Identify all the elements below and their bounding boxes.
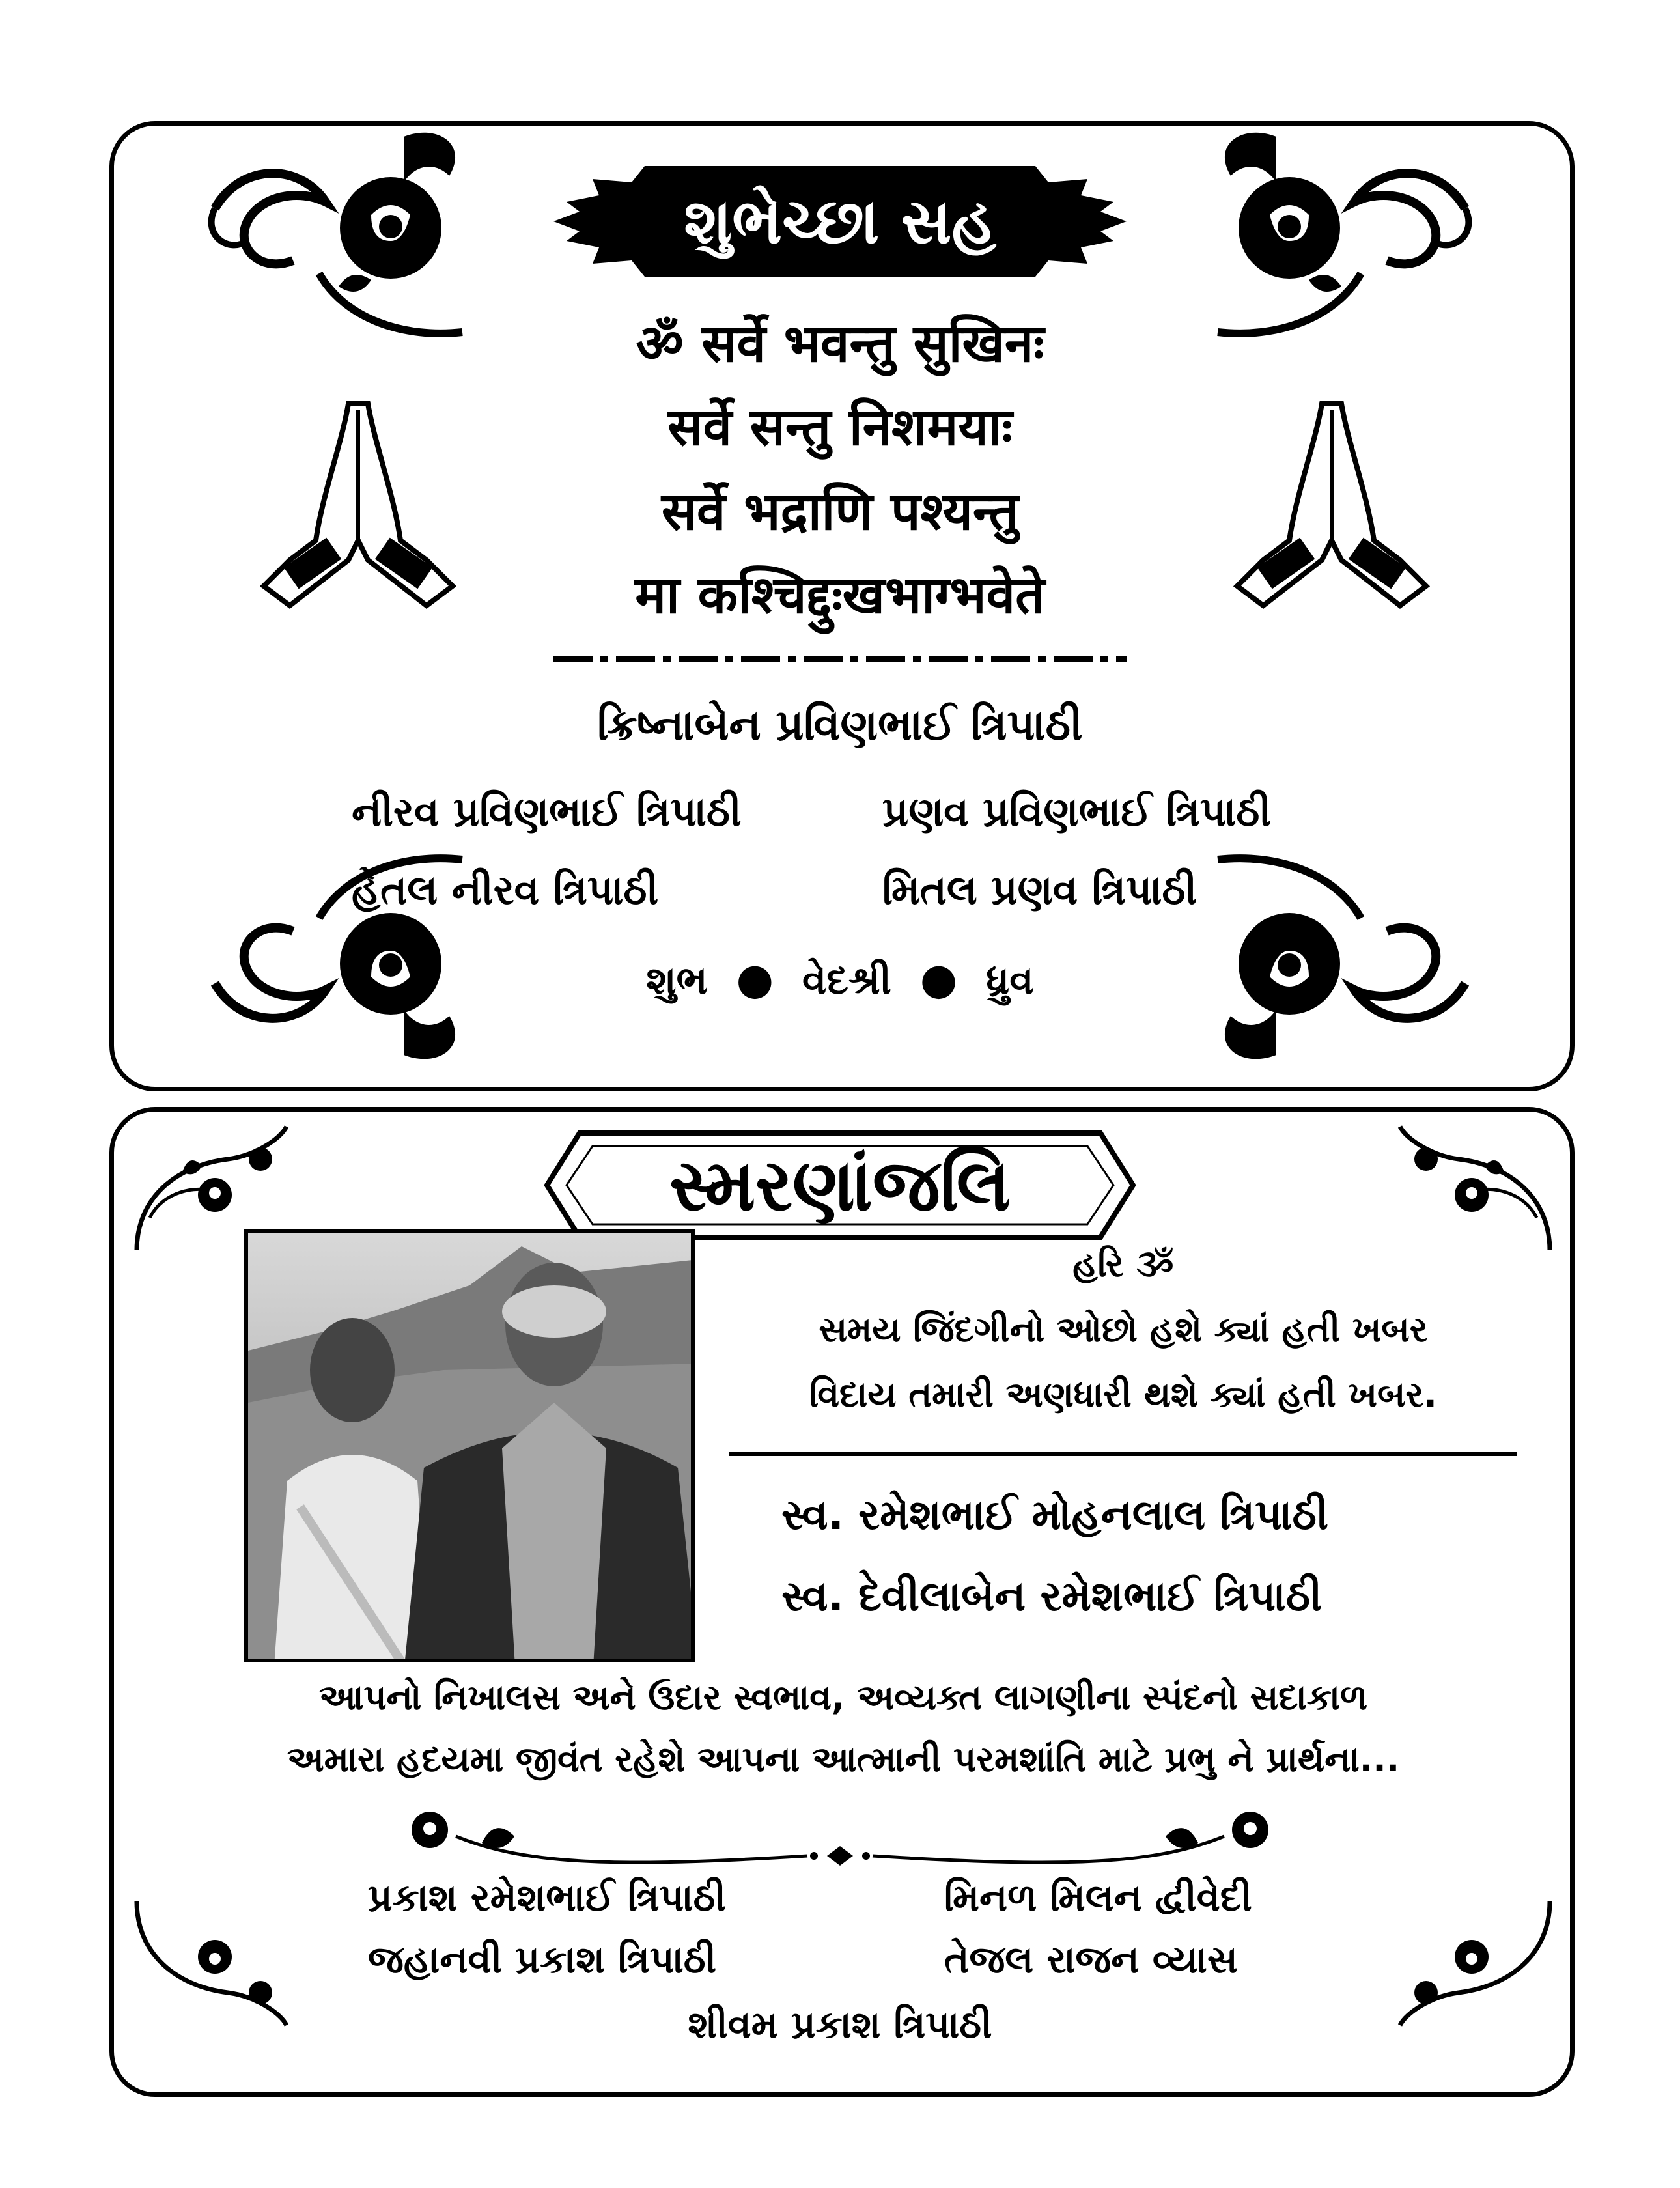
floral-corner-top-right-icon <box>1387 1120 1563 1263</box>
couple-photo <box>244 1229 695 1662</box>
bullet-icon: ● <box>721 954 789 1004</box>
family-right-1: મિનળ મિલન દ્વીવેદી <box>944 1875 1252 1920</box>
child-name-3: ધ્રુવ <box>986 958 1034 1003</box>
tribute-line-2: અમારા હદયમા જીવંત રહેશે આપના આત્માની પરમશાંતિ માટે પ્રભુ ને પ્રાર્થના... <box>287 1739 1400 1780</box>
poem-line-1: હરિ ૐ <box>1072 1244 1174 1285</box>
dashed-divider <box>553 654 1127 664</box>
family-left-1: પ્રકાશ રમેશભાઈ ત્રિપાઠી <box>368 1875 726 1920</box>
greeting-banner <box>553 166 1127 277</box>
poem-line-3: વિદાય તમારી અણધારી થશે ક્યાં હતી ખબર. <box>809 1374 1437 1415</box>
children-names <box>0 954 1680 1004</box>
child-name-2: વેદશ્રી <box>802 958 891 1003</box>
main-name: ક્રિષ્નાબેન પ્રવિણભાઈ ત્રિપાઠી <box>597 700 1083 750</box>
child-name-1: શુભ <box>646 958 708 1003</box>
mantra-line-4: मा कश्चिद्दुःखभाग्भवेते <box>635 564 1045 625</box>
rose-flourish-bottom-right-icon <box>1192 834 1491 1068</box>
ornamental-divider-icon <box>391 1797 1289 1875</box>
greeting-title: શુભેચ્છા સહ <box>684 184 996 258</box>
name-right-1: પ્રણવ પ્રવિણભાઈ ત્રિપાઠી <box>882 788 1272 835</box>
mantra-line-1: ॐ सर्वे भवन्तु सुखिनः <box>636 313 1044 374</box>
bullet-icon: ● <box>904 954 973 1004</box>
name-left-2: હેતલ નીરવ ત્રિપાઠી <box>352 866 659 914</box>
late-name-1: સ્વ. રમેશભાઈ મોહનલાલ ત્રિપાઠી <box>781 1491 1329 1539</box>
tribute-title: સ્મરણાંજલિ <box>669 1143 1011 1227</box>
name-left-1: નીરવ પ્રવિણભાઈ ત્રિપાઠી <box>352 788 742 835</box>
poem-line-2: સમય જિંદગીનો ઓછો હશે ક્યાં હતી ખબર <box>819 1309 1428 1350</box>
mantra-line-2: सर्वे सन्तु निशमयाः <box>667 396 1013 457</box>
tribute-line-1: આપનો નિખાલસ અને ઉદાર સ્વભાવ, અવ્યક્ત લાગણીના સ્પંદનો સદાકાળ <box>318 1677 1368 1718</box>
family-bottom: શીવમ પ્રકાશ ત્રિપાઠી <box>688 2002 992 2047</box>
name-right-2: મિતલ પ્રણવ ત્રિપાઠી <box>882 866 1197 914</box>
family-right-2: તેજલ રાજન વ્યાસ <box>944 1937 1238 1982</box>
late-name-2: સ્વ. દેવીલાબેન રમેશભાઈ ત્રિપાઠી <box>781 1573 1323 1621</box>
divider-line <box>729 1452 1517 1456</box>
mantra-line-3: सर्वे भद्राणि पश्यन्तु <box>661 481 1019 542</box>
family-left-2: જહાનવી પ્રકાશ ત્રિપાઠી <box>368 1937 717 1982</box>
